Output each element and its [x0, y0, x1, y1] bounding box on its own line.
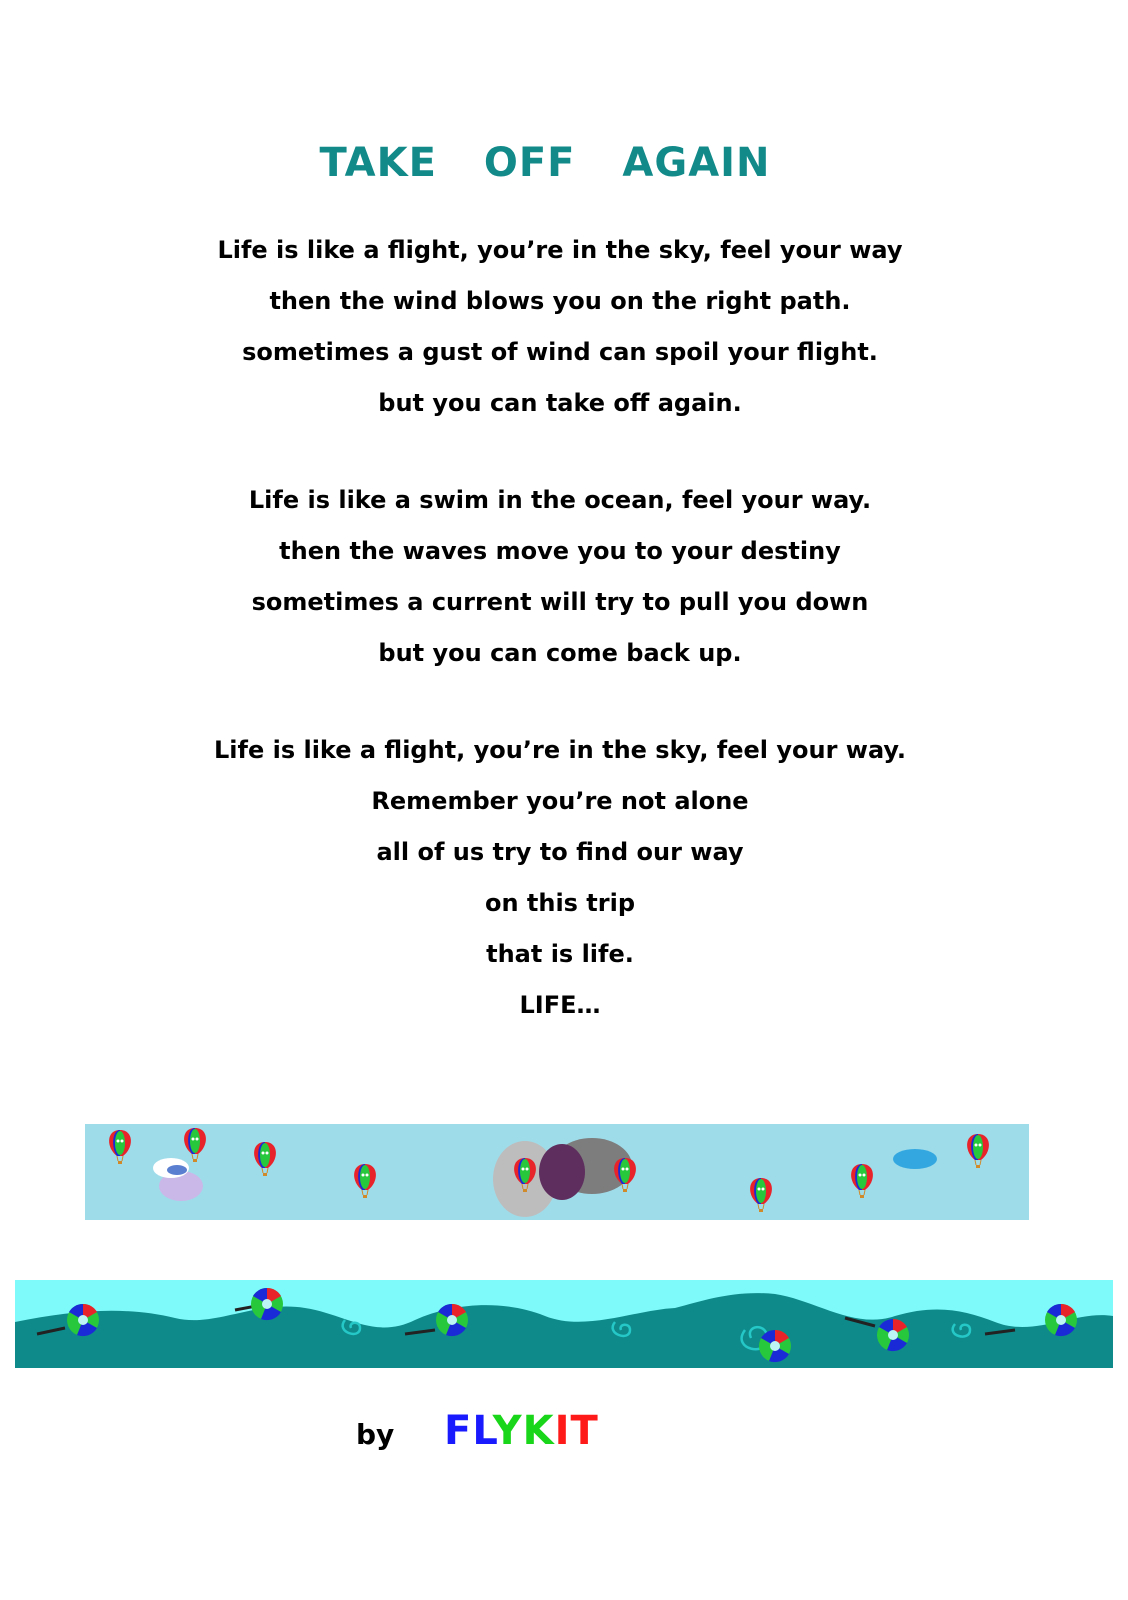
stanza-3 [0, 725, 1120, 1031]
poem-line: that is life. [486, 940, 634, 968]
beachball-icon [67, 1304, 99, 1336]
poem-line: sometimes a gust of wind can spoil your flight. [242, 338, 878, 366]
beachball-icon [251, 1288, 283, 1320]
poem-line: then the wind blows you on the right path. [269, 287, 851, 315]
beachball-icon [759, 1330, 791, 1362]
author-letter: I [554, 1408, 571, 1454]
poem-line: on this trip [484, 889, 636, 917]
poem-line: Life is like a flight, you’re in the sky, feel your way [217, 236, 903, 264]
sea-banner-illustration [15, 1280, 1113, 1368]
blue-cloud-icon [893, 1149, 937, 1169]
author-letter: L [472, 1408, 493, 1454]
poem-line: but you can come back up. [378, 639, 742, 667]
stanza-1 [0, 225, 1120, 429]
beachball-icon [877, 1319, 909, 1351]
poem-line: sometimes a current will try to pull you down [251, 588, 869, 616]
poem-line: Life is like a swim in the ocean, feel your way. [248, 486, 872, 514]
poem-line: LIFE… [519, 991, 601, 1019]
poem-line: then the waves move you to your destiny [279, 537, 841, 565]
poem-line: Life is like a flight, you’re in the sky, feel your way. [214, 736, 906, 764]
sky-banner-illustration [85, 1124, 1029, 1220]
author-letter: F [444, 1408, 473, 1454]
beachball-icon [436, 1304, 468, 1336]
poem-title: TAKE OFF AGAIN [319, 140, 771, 186]
stanza-2 [0, 475, 1120, 679]
poem-line: all of us try to find our way [376, 838, 744, 866]
poem-line: Remember you’re not alone [371, 787, 749, 815]
byline: by [356, 1418, 395, 1451]
poem-line: but you can take off again. [378, 389, 742, 417]
beachball-icon [1045, 1304, 1077, 1336]
author-name [444, 1408, 599, 1454]
author-letter: T [570, 1408, 599, 1454]
author-letter: K [522, 1408, 555, 1454]
author-letter: Y [492, 1408, 523, 1454]
